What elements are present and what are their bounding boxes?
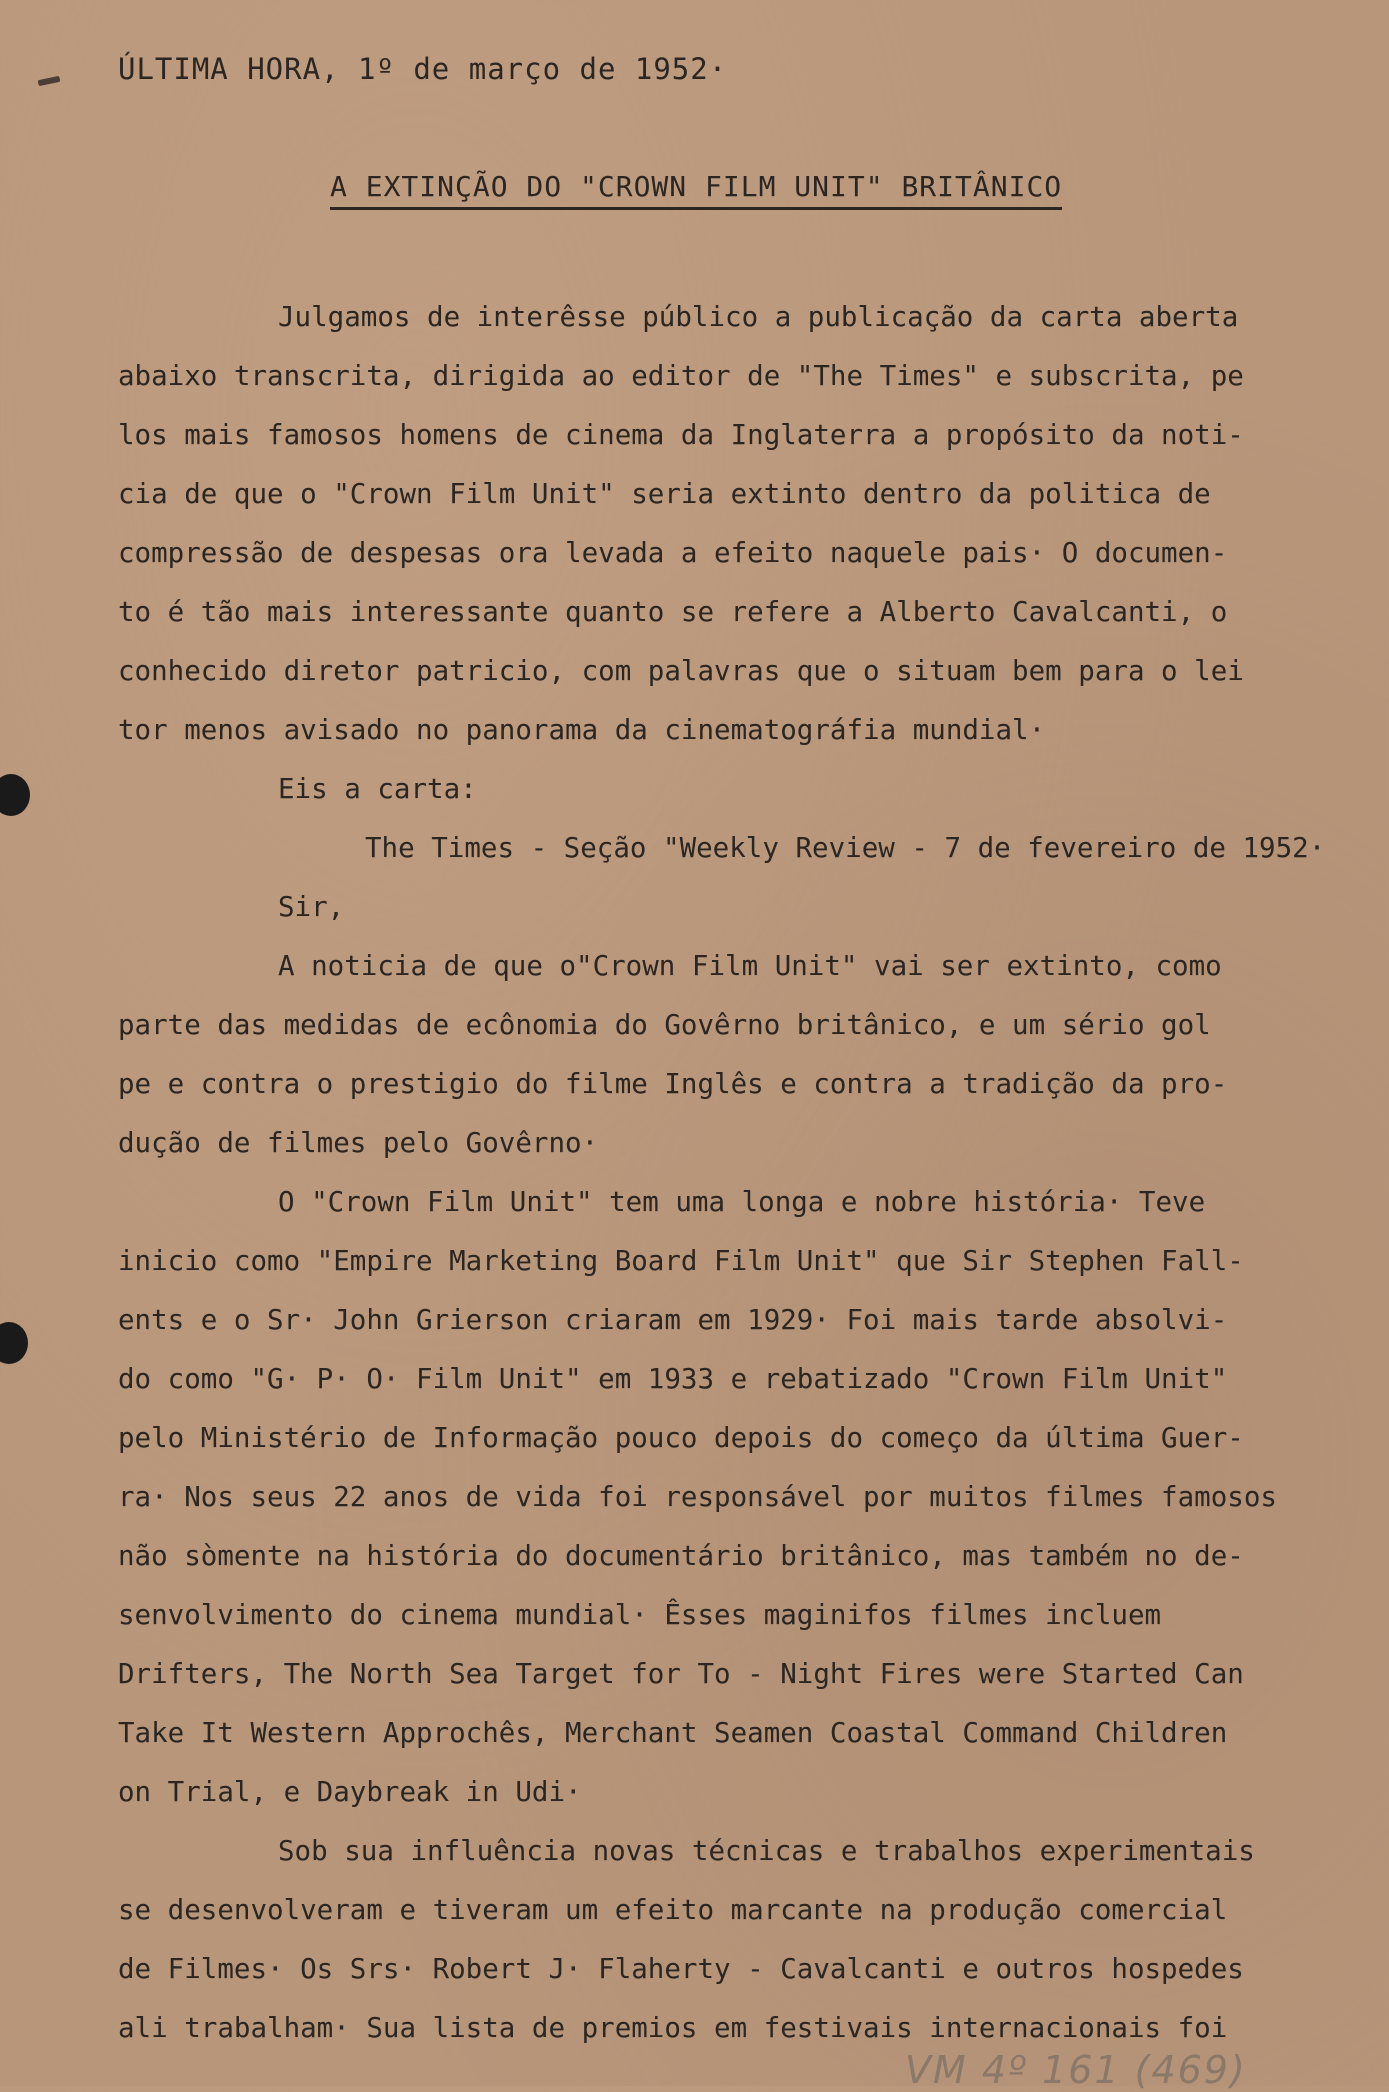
newspaper-dateline: ÚLTIMA HORA, 1º de março de 1952· — [118, 52, 728, 86]
text-line: se desenvolveram e tiveram um efeito marcante na produção comercial — [118, 1894, 1228, 1926]
text-line: não sòmente na história do documentário britânico, mas também no de- — [118, 1540, 1244, 1572]
text-line: to é tão mais interessante quanto se refere a Alberto Cavalcanti, o — [118, 596, 1228, 628]
text-line: compressão de despesas ora levada a efeito naquele pais· O documen- — [118, 537, 1228, 569]
archive-reference: VM 4º 161 (469) — [905, 2048, 1247, 2092]
text-line: cia de que o "Crown Film Unit" seria extinto dentro da politica de — [118, 478, 1211, 510]
text-line: pe e contra o prestigio do filme Inglês e contra a tradição da pro- — [118, 1068, 1228, 1100]
text-line: abaixo transcrita, dirigida ao editor de "The Times" e subscrita, pe — [118, 360, 1244, 392]
text-line: parte das medidas de ecônomia do Govêrno britânico, e um sério gol — [118, 1009, 1211, 1041]
punch-hole — [0, 1322, 28, 1364]
text-line: de Filmes· Os Srs· Robert J· Flaherty - Cavalcanti e outros hospedes — [118, 1953, 1244, 1985]
text-line: Julgamos de interêsse público a publicação da carta aberta — [278, 301, 1239, 333]
text-line: dução de filmes pelo Govêrno· — [118, 1127, 599, 1159]
text-line: Eis a carta: — [278, 773, 477, 805]
text-line: tor menos avisado no panorama da cinematográfia mundial· — [118, 714, 1046, 746]
punch-hole — [0, 774, 30, 816]
text-line: Drifters, The North Sea Target for To - Night Fires were Started Can — [118, 1658, 1244, 1690]
ink-mark — [38, 76, 61, 86]
text-line: A noticia de que o"Crown Film Unit" vai ser extinto, como — [278, 950, 1222, 982]
text-line: conhecido diretor patricio, com palavras que o situam bem para o lei — [118, 655, 1244, 687]
text-line: los mais famosos homens de cinema da Inglaterra a propósito da noti- — [118, 419, 1244, 451]
text-line: ali trabalham· Sua lista de premios em festivais internacionais foi — [118, 2012, 1228, 2044]
text-line: ra· Nos seus 22 anos de vida foi responsável por muitos filmes famosos — [118, 1481, 1277, 1513]
text-line: senvolvimento do cinema mundial· Êsses maginifos filmes incluem — [118, 1599, 1162, 1631]
text-line: pelo Ministério de Informação pouco depois do começo da última Guer- — [118, 1422, 1244, 1454]
text-line: O "Crown Film Unit" tem uma longa e nobre história· Teve — [278, 1186, 1206, 1218]
text-line: inicio como "Empire Marketing Board Film Unit" que Sir Stephen Fall- — [118, 1245, 1244, 1277]
article-title: A EXTINÇÃO DO "CROWN FILM UNIT" BRITÂNICO — [330, 170, 1062, 210]
text-line: Sob sua influência novas técnicas e trabalhos experimentais — [278, 1835, 1255, 1867]
text-line: ents e o Sr· John Grierson criaram em 1929· Foi mais tarde absolvi- — [118, 1304, 1228, 1336]
text-line: on Trial, e Daybreak in Udi· — [118, 1776, 582, 1808]
text-line: Sir, — [278, 891, 345, 923]
text-line: The Times - Seção "Weekly Review - 7 de fevereiro de 1952· — [365, 832, 1326, 864]
text-line: Take It Western Approchês, Merchant Seamen Coastal Command Children — [118, 1717, 1228, 1749]
article-body — [118, 288, 1326, 2058]
text-line: do como "G· P· O· Film Unit" em 1933 e rebatizado "Crown Film Unit" — [118, 1363, 1228, 1395]
